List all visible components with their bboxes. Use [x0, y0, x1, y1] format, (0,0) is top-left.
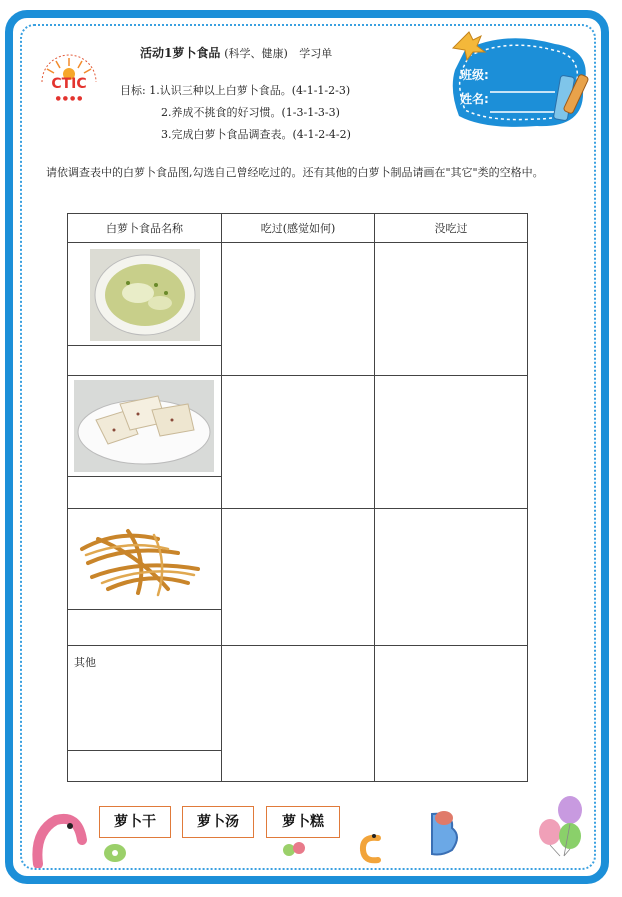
other-draw-area[interactable]: [68, 646, 221, 750]
food-name-blank: [68, 609, 221, 645]
tag-radish-cake[interactable]: 萝卜糕: [266, 806, 340, 838]
not-eaten-cell[interactable]: [375, 509, 528, 646]
food-cell-other: [68, 646, 222, 782]
letter-c-decoration: [358, 830, 384, 866]
food-cell-dried: [68, 509, 222, 646]
svg-text:● ● ● ●: ● ● ● ●: [55, 95, 83, 102]
instruction-text: 请依调查表中的白萝卜食品图,勾选自己曾经吃过的。还有其他的白萝卜制品请画在"其它"类的空格中。: [46, 166, 544, 179]
goal-3: 3.完成白萝卜食品调查表。(4-1-2-4-2): [161, 128, 351, 141]
col-header-not-eaten: 没吃过: [375, 214, 528, 243]
letter-b-decoration: [424, 806, 464, 858]
activity-title: [140, 44, 332, 61]
table-header-row: [68, 214, 528, 243]
letter-g-decoration: [100, 840, 130, 866]
goals-label: 目标:: [120, 84, 146, 97]
title-subtitle: (科学、健康): [224, 47, 288, 60]
title-main: 活动1萝卜食品: [140, 46, 221, 60]
balloons-decoration: [530, 792, 590, 858]
name-label: 姓名:: [460, 92, 489, 106]
not-eaten-cell[interactable]: [375, 646, 528, 782]
table-row: [68, 509, 528, 646]
sheet-type: 学习单: [299, 47, 333, 60]
class-label: 班级:: [460, 68, 489, 82]
table-row: [68, 376, 528, 509]
food-name-blank: [68, 345, 221, 375]
eaten-cell[interactable]: [222, 509, 375, 646]
food-cell-cake: [68, 376, 222, 509]
eaten-cell[interactable]: [222, 243, 375, 376]
tag-dried-radish[interactable]: 萝卜干: [99, 806, 171, 838]
letter-a-decoration: [30, 812, 92, 868]
eaten-cell[interactable]: [222, 646, 375, 782]
goal-1: 1.认识三种以上白萝卜食品。(4-1-1-2-3): [149, 84, 351, 97]
dried-radish-image: [68, 509, 221, 609]
food-name-blank: [68, 476, 221, 508]
balloons-small-decoration: [280, 838, 310, 864]
food-name-blank: [68, 750, 221, 781]
food-cell-soup: [68, 243, 222, 376]
tag-radish-soup[interactable]: 萝卜汤: [182, 806, 254, 838]
col-header-food: 白萝卜食品名称: [68, 214, 222, 243]
radish-soup-image: [68, 243, 221, 345]
survey-table: [67, 213, 528, 782]
other-label: 其他: [74, 656, 96, 669]
ctic-logo: [34, 44, 104, 104]
svg-text:CTIC: CTIC: [51, 76, 87, 92]
radish-cake-image: [68, 376, 221, 476]
eaten-cell[interactable]: [222, 376, 375, 509]
goals-block: [120, 80, 351, 146]
not-eaten-cell[interactable]: [375, 243, 528, 376]
not-eaten-cell[interactable]: [375, 376, 528, 509]
table-row: [68, 646, 528, 782]
col-header-eaten: 吃过(感觉如何): [222, 214, 375, 243]
table-row: [68, 243, 528, 376]
goal-2: 2.养成不挑食的好习惯。(1-3-1-3-3): [161, 106, 340, 119]
